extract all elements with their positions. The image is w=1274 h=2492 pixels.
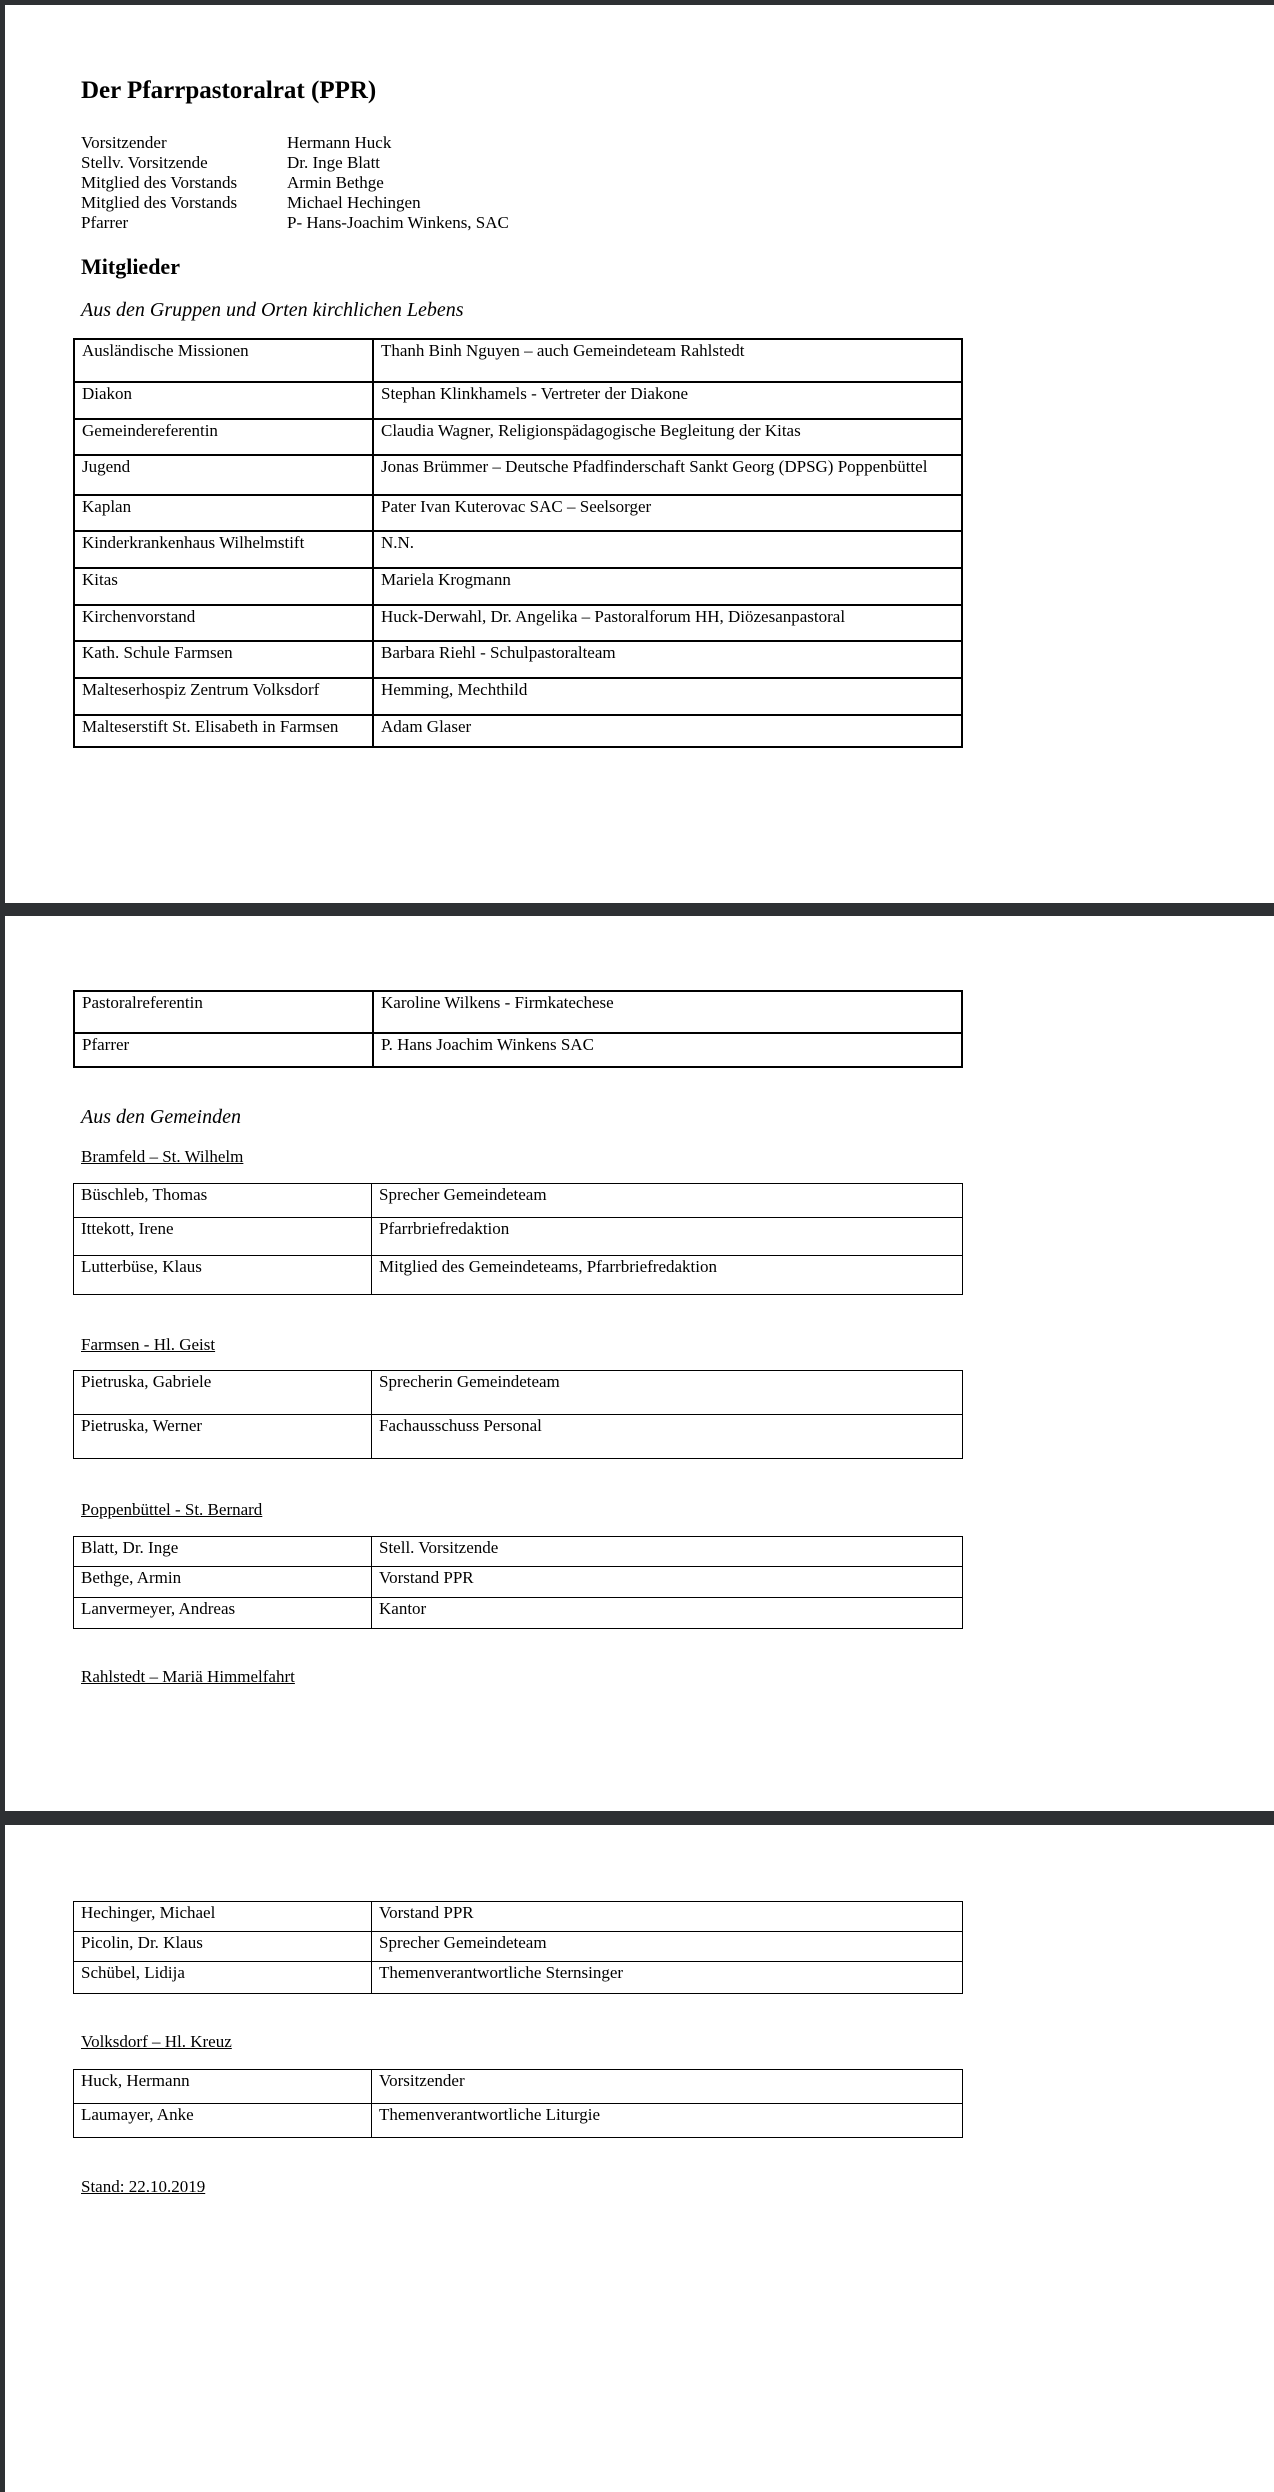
table-cell-label: Huck, Hermann — [74, 2070, 372, 2104]
table-cell-label: Bethge, Armin — [74, 1567, 372, 1598]
officer-role: Mitglied des Vorstands — [81, 193, 238, 212]
group-title-poppenbuettel: Poppenbüttel - St. Bernard — [81, 1500, 263, 1519]
table-cell-value: Vorstand PPR — [372, 1567, 963, 1598]
table-cell-label: Pastoralreferentin — [74, 991, 373, 1033]
table-row — [74, 1256, 963, 1295]
table-cell-value: Claudia Wagner, Religionspädagogische Begleitung der Kitas — [373, 419, 962, 455]
table-cell-value: Huck-Derwahl, Dr. Angelika – Pastoralforum HH, Diözesanpastoral — [373, 605, 962, 641]
table-cell-value: Mariela Krogmann — [373, 568, 962, 605]
table-cell-value: Stephan Klinkhamels - Vertreter der Diakone — [373, 382, 962, 419]
groups-table — [73, 338, 963, 748]
table-cell-label: Büschleb, Thomas — [74, 1184, 372, 1218]
table-row — [74, 1371, 963, 1415]
officer-row — [81, 153, 509, 173]
table-cell-label: Pietruska, Gabriele — [74, 1371, 372, 1415]
table-cell-label: Gemeindereferentin — [74, 419, 373, 455]
table-cell-label: Hechinger, Michael — [74, 1902, 372, 1932]
document-page-3 — [5, 1825, 1274, 2492]
table-cell-value: Barbara Riehl - Schulpastoralteam — [373, 641, 962, 678]
table-cell-value: Adam Glaser — [373, 715, 962, 747]
officer-name: Hermann Huck — [287, 133, 392, 152]
table-row — [74, 1415, 963, 1459]
table-cell-value: Fachausschuss Personal — [372, 1415, 963, 1459]
table-row — [74, 1218, 963, 1256]
table-cell-value: Pater Ivan Kuterovac SAC – Seelsorger — [373, 495, 962, 531]
table-row — [74, 419, 962, 455]
table-cell-label: Ittekott, Irene — [74, 1218, 372, 1256]
table-cell-label: Lanvermeyer, Andreas — [74, 1598, 372, 1629]
table-row — [74, 991, 962, 1033]
table-cell-value: Sprecherin Gemeindeteam — [372, 1371, 963, 1415]
table-cell-value: Karoline Wilkens - Firmkatechese — [373, 991, 962, 1033]
officer-name: Michael Hechingen — [287, 193, 421, 212]
officer-role: Mitglied des Vorstands — [81, 173, 238, 192]
table-cell-label: Laumayer, Anke — [74, 2104, 372, 2138]
table-cell-label: Pfarrer — [74, 1033, 373, 1067]
officer-role: Stellv. Vorsitzende — [81, 153, 208, 172]
table-cell-value: Vorstand PPR — [372, 1902, 963, 1932]
table-row — [74, 1598, 963, 1629]
table-cell-label: Lutterbüse, Klaus — [74, 1256, 372, 1295]
table-cell-label: Kinderkrankenhaus Wilhelmstift — [74, 531, 373, 568]
table-row — [74, 568, 962, 605]
table-cell-value: Kantor — [372, 1598, 963, 1629]
table-cell-label: Schübel, Lidija — [74, 1962, 372, 1994]
group-title-farmsen: Farmsen - Hl. Geist — [81, 1335, 216, 1354]
table-cell-label: Picolin, Dr. Klaus — [74, 1932, 372, 1962]
table-cell-value: Jonas Brümmer – Deutsche Pfadfinderschaft Sankt Georg (DPSG) Poppenbüttel — [373, 455, 962, 495]
table-cell-label: Malteserhospiz Zentrum Volksdorf — [74, 678, 373, 715]
table-row — [74, 2070, 963, 2104]
table-cell-value: Themenverantwortliche Liturgie — [372, 2104, 963, 2138]
table-row — [74, 382, 962, 419]
table-row — [74, 1537, 963, 1567]
communities-subheading: Aus den Gemeinden — [81, 1106, 241, 1128]
table-row — [74, 1033, 962, 1067]
table-row — [74, 605, 962, 641]
officer-role: Vorsitzender — [81, 133, 167, 152]
table-cell-label: Blatt, Dr. Inge — [74, 1537, 372, 1567]
table-cell-value: Hemming, Mechthild — [373, 678, 962, 715]
officer-row — [81, 193, 509, 213]
officer-row — [81, 133, 509, 153]
officer-name: Dr. Inge Blatt — [287, 153, 381, 172]
table-row — [74, 495, 962, 531]
farmsen-table — [73, 1370, 963, 1459]
table-row — [74, 1567, 963, 1598]
table-cell-value: Mitglied des Gemeindeteams, Pfarrbriefredaktion — [372, 1256, 963, 1295]
officer-role: Pfarrer — [81, 213, 129, 232]
table-cell-value: Sprecher Gemeindeteam — [372, 1184, 963, 1218]
document-title: Der Pfarrpastoralrat (PPR) — [81, 77, 377, 104]
table-cell-value: Thanh Binh Nguyen – auch Gemeindeteam Rahlstedt — [373, 339, 962, 382]
officer-name: P- Hans-Joachim Winkens, SAC — [287, 213, 509, 232]
table-cell-value: P. Hans Joachim Winkens SAC — [373, 1033, 962, 1067]
members-heading: Mitglieder — [81, 254, 180, 279]
poppenbuettel-table — [73, 1536, 963, 1629]
table-row — [74, 1184, 963, 1218]
table-row — [74, 1902, 963, 1932]
document-page-1 — [5, 5, 1274, 903]
table-row — [74, 715, 962, 747]
table-row — [74, 1932, 963, 1962]
group-title-bramfeld: Bramfeld – St. Wilhelm — [81, 1147, 244, 1166]
table-cell-label: Kaplan — [74, 495, 373, 531]
table-cell-label: Malteserstift St. Elisabeth in Farmsen — [74, 715, 373, 747]
table-cell-label: Kath. Schule Farmsen — [74, 641, 373, 678]
document-page-2 — [5, 916, 1274, 1811]
table-cell-label: Jugend — [74, 455, 373, 495]
table-cell-label: Ausländische Missionen — [74, 339, 373, 382]
table-row — [74, 641, 962, 678]
officer-name: Armin Bethge — [287, 173, 384, 192]
table-cell-label: Pietruska, Werner — [74, 1415, 372, 1459]
officer-row — [81, 173, 509, 193]
table-cell-label: Diakon — [74, 382, 373, 419]
officers-list — [81, 133, 509, 233]
group-title-volksdorf: Volksdorf – Hl. Kreuz — [81, 2032, 232, 2051]
stand-date: Stand: 22.10.2019 — [81, 2177, 206, 2196]
bramfeld-table — [73, 1183, 963, 1295]
volksdorf-table — [73, 2069, 963, 2138]
table-row — [74, 678, 962, 715]
table-cell-value: Vorsitzender — [372, 2070, 963, 2104]
table-row — [74, 2104, 963, 2138]
group-title-rahlstedt: Rahlstedt – Mariä Himmelfahrt — [81, 1667, 295, 1686]
groups-subheading: Aus den Gruppen und Orten kirchlichen Lebens — [81, 299, 464, 321]
rahlstedt-table — [73, 1901, 963, 1994]
table-cell-value: Pfarrbriefredaktion — [372, 1218, 963, 1256]
table-row — [74, 455, 962, 495]
table-cell-value: Stell. Vorsitzende — [372, 1537, 963, 1567]
table-row — [74, 531, 962, 568]
officer-row — [81, 213, 509, 233]
groups-table-continued — [73, 990, 963, 1068]
table-row — [74, 1962, 963, 1994]
table-cell-value: Themenverantwortliche Sternsinger — [372, 1962, 963, 1994]
table-cell-value: Sprecher Gemeindeteam — [372, 1932, 963, 1962]
table-row — [74, 339, 962, 382]
table-cell-label: Kirchenvorstand — [74, 605, 373, 641]
table-cell-value: N.N. — [373, 531, 962, 568]
table-cell-label: Kitas — [74, 568, 373, 605]
